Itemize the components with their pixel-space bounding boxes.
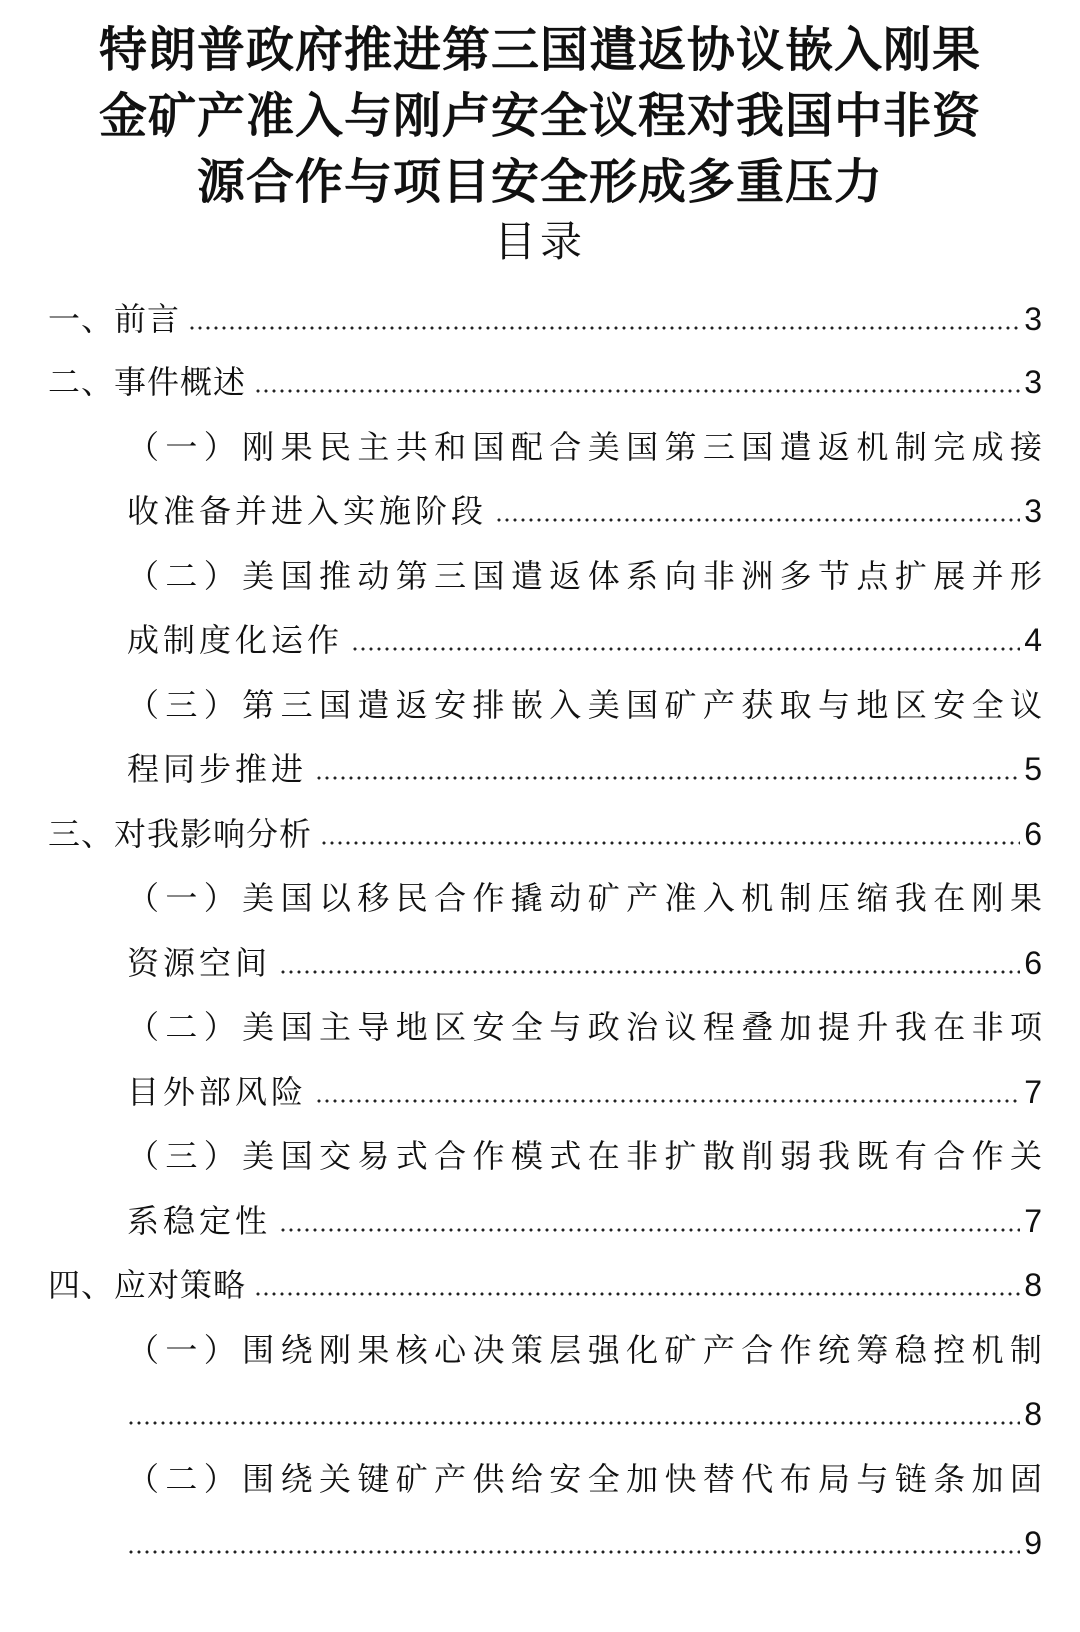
- toc-subentry-2-1-cont[interactable]: [127, 488, 1042, 534]
- toc-entry-text: 三、对我影响分析: [48, 815, 313, 853]
- dot-leader: [127, 1548, 1020, 1556]
- dot-leader: [279, 1226, 1020, 1234]
- toc-entry-text: （三）第三国遣返安排嵌入美国矿产获取与地区安全议: [127, 686, 1042, 724]
- toc-entry-text: （三）美国交易式合作模式在非扩散削弱我既有合作关: [127, 1137, 1042, 1175]
- toc-subentry-4-1-cont[interactable]: [127, 1391, 1042, 1437]
- toc-entry-impact-analysis[interactable]: [48, 811, 1042, 857]
- toc-page-number: 6: [1024, 945, 1042, 981]
- toc-entry-text: 二、事件概述: [48, 363, 247, 401]
- toc-page-number: 5: [1024, 751, 1042, 787]
- toc-subentry-2-2[interactable]: [127, 553, 1042, 599]
- toc-entry-text: 一、前言: [48, 300, 181, 338]
- toc-page-number: 8: [1024, 1267, 1042, 1303]
- toc-subentry-3-1[interactable]: [127, 875, 1042, 921]
- dot-leader: [315, 1097, 1020, 1105]
- document-title-line-1: 特朗普政府推进第三国遣返协议嵌入刚果: [98, 22, 981, 78]
- dot-leader: [254, 1290, 1020, 1298]
- document-title-line-3: 源合作与项目安全形成多重压力: [196, 154, 883, 210]
- toc-subentry-3-2[interactable]: [127, 1004, 1042, 1050]
- toc-entry-text: （一）美国以移民合作撬动矿产准入机制压缩我在刚果: [127, 879, 1042, 917]
- toc-subentry-3-3[interactable]: [127, 1133, 1042, 1179]
- toc-page-number: 3: [1024, 493, 1042, 529]
- toc-subentry-4-2[interactable]: [127, 1456, 1042, 1502]
- toc-page-number: 3: [1024, 364, 1042, 400]
- toc-entry-text: 成制度化运作: [127, 621, 344, 659]
- toc-page-number: 7: [1024, 1074, 1042, 1110]
- toc-page-number: 8: [1024, 1396, 1042, 1432]
- toc-subentry-2-2-cont[interactable]: [127, 617, 1042, 663]
- toc-entry-text: 程同步推进: [127, 750, 308, 788]
- document-title-line-2: 金矿产准入与刚卢安全议程对我国中非资: [98, 88, 981, 144]
- toc-entry-text: （一）刚果民主共和国配合美国第三国遣返机制完成接: [127, 428, 1042, 466]
- toc-entry-text: 目外部风险: [127, 1073, 308, 1111]
- toc-subentry-4-2-cont[interactable]: [127, 1520, 1042, 1566]
- toc-page-number: 9: [1024, 1525, 1042, 1561]
- toc-entry-preface[interactable]: [48, 296, 1042, 342]
- dot-leader: [188, 324, 1020, 332]
- toc-subentry-3-3-cont[interactable]: [127, 1198, 1042, 1244]
- toc-entry-event-overview[interactable]: [48, 359, 1042, 405]
- dot-leader: [127, 1419, 1020, 1427]
- toc-page-number: 6: [1024, 816, 1042, 852]
- toc-entry-text: 四、应对策略: [48, 1266, 247, 1304]
- toc-page-number: 7: [1024, 1203, 1042, 1239]
- dot-leader: [315, 774, 1020, 782]
- toc-entry-text: 资源空间: [127, 944, 272, 982]
- toc-entry-text: 收准备并进入实施阶段: [127, 492, 488, 530]
- toc-subentry-3-1-cont[interactable]: [127, 940, 1042, 986]
- toc-entry-text: （二）美国推动第三国遣返体系向非洲多节点扩展并形: [127, 557, 1042, 595]
- dot-leader: [279, 968, 1020, 976]
- toc-entry-countermeasures[interactable]: [48, 1262, 1042, 1308]
- toc-entry-text: （二）美国主导地区安全与政治议程叠加提升我在非项: [127, 1008, 1042, 1046]
- dot-leader: [254, 387, 1020, 395]
- toc-subentry-4-1[interactable]: [127, 1327, 1042, 1373]
- toc-heading: 目录: [493, 217, 586, 266]
- toc-subentry-2-3-cont[interactable]: [127, 746, 1042, 792]
- toc-subentry-2-1[interactable]: [127, 424, 1042, 470]
- toc-entry-text: （一）围绕刚果核心决策层强化矿产合作统筹稳控机制: [127, 1331, 1042, 1369]
- toc-page-number: 4: [1024, 622, 1042, 658]
- dot-leader: [320, 839, 1020, 847]
- toc-entry-text: （二）围绕关键矿产供给安全加快替代布局与链条加固: [127, 1460, 1042, 1498]
- dot-leader: [351, 645, 1020, 653]
- toc-page-number: 3: [1024, 301, 1042, 337]
- dot-leader: [495, 516, 1020, 524]
- toc-subentry-3-2-cont[interactable]: [127, 1069, 1042, 1115]
- toc-subentry-2-3[interactable]: [127, 682, 1042, 728]
- toc-entry-text: 系稳定性: [127, 1202, 272, 1240]
